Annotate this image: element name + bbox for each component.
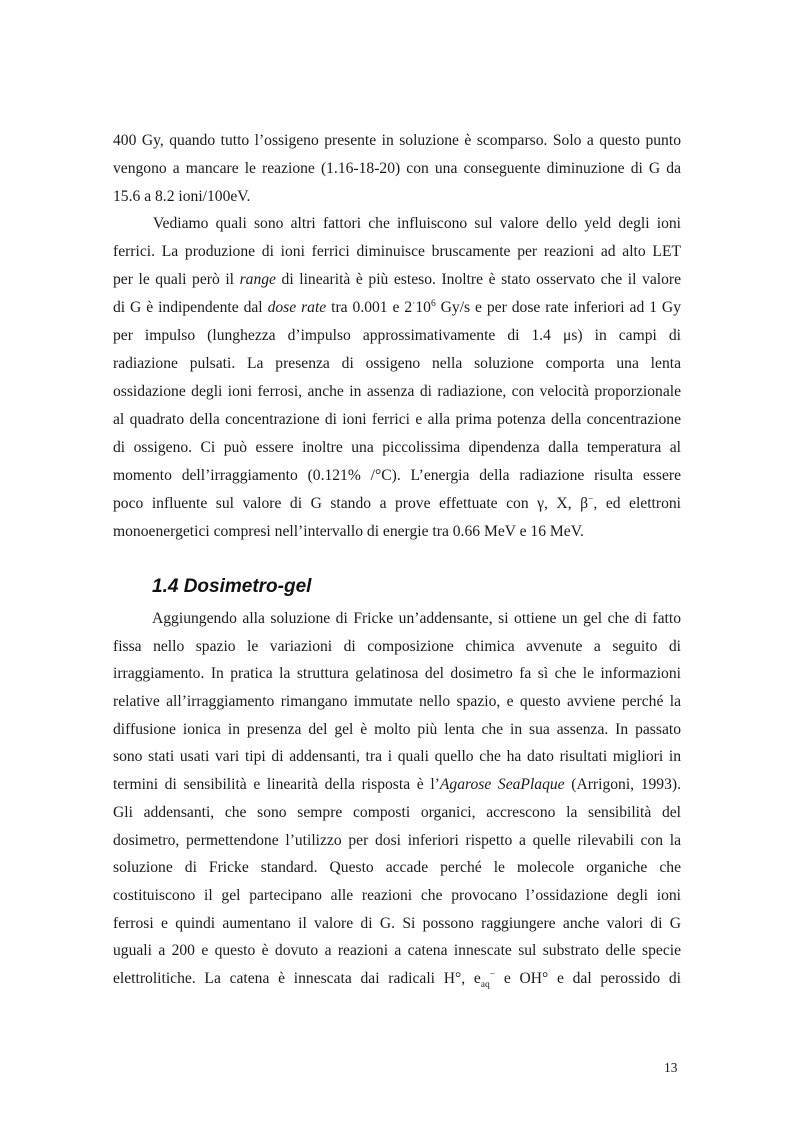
text-line: monoenergetici compresi nell’intervallo di energie tra 0.66 MeV e 16 MeV. [113,523,584,540]
text-run: tra 0.001 e 2 [331,299,413,316]
text-line [113,775,681,795]
text-line [113,969,681,989]
text-line: ossidazione degli ioni ferrosi, anche in assenza di radiazione, con velocità proporzionale [113,383,681,400]
text-run: 10 [415,299,431,316]
text-line: irraggiamento. In pratica la struttura gelatinosa del dosimetro fa sì che le informazioni [113,665,681,682]
text-line: Vediamo quali sono altri fattori che influiscono sul valore dello yeld degli ioni [153,215,681,232]
text-line: per impulso (lunghezza d’impulso approssimativamente di 1.4 μs) in campi di [113,327,681,344]
text-line: dosimetro, permettendone l’utilizzo per dosi inferiori rispetto a quelle rilevabili con la [113,832,681,849]
text-line: sono stati usati vari tipi di addensanti, tra i quali quello che ha dato risultati migliori in [113,748,681,765]
text-line [113,494,681,514]
text-line: Aggiungendo alla soluzione di Fricke un’addensante, si ottiene un gel che di fatto [152,610,681,627]
text-run: e OH° e dal perossido di [503,970,682,987]
text-line: ferrosi e quindi aumentano il valore di G. Si possono raggiungere anche valori di G [113,915,681,932]
text-run: per le quali però il [113,271,234,288]
italic-term: dose rate [267,299,327,316]
subscript: aq [480,980,490,991]
text-line [113,270,681,290]
text-line: fissa nello spazio le variazioni di composizione chimica avvenute a seguito di [113,638,681,655]
section-heading: 1.4 Dosimetro-gel [152,576,312,597]
text-run: termini di sensibilità e linearità della risposta è l’ [113,776,440,793]
text-run: Gy/s e per dose rate inferiori ad 1 Gy [440,299,681,316]
text-line: costituiscono il gel partecipano alle reazioni che provocano l’ossidazione degli ioni [113,887,681,904]
text-line: relative all’irraggiamento rimangano immutate nello spazio, e questo avviene perché la [113,693,681,710]
text-line: diffusione ionica in presenza del gel è molto più lenta che in sua assenza. In passato [113,721,681,738]
superscript: − [588,494,594,505]
superscript: − [489,969,496,980]
text-line: momento dell’irraggiamento (0.121% /°C). L’energia della radiazione risulta essere [113,467,681,484]
multiplication-dot: · [412,298,416,309]
italic-term: Agarose SeaPlaque [439,776,565,793]
text-run: , ed elettroni [593,495,682,512]
text-line: Gli addensanti, che sono sempre composti organici, accrescono la sensibilità del [113,804,681,821]
text-line: soluzione di Fricke standard. Questo accade perché le molecole organiche che [113,859,681,876]
text-line: vengono a mancare le reazione (1.16-18-20) con una conseguente diminuzione di G da [113,160,681,177]
text-run: di G è indipendente dal [113,299,263,316]
text-run: poco influente sul valore di G stando a prove effettuate con γ, X, β [113,495,589,512]
text-run: (Arrigoni, 1993). [571,776,681,793]
text-line: 400 Gy, quando tutto l’ossigeno presente in soluzione è scomparso. Solo a questo punto [113,132,681,149]
text-run: di linearità è più esteso. Inoltre è stato osservato che il valore [281,271,681,288]
text-line: al quadrato della concentrazione di ioni ferrici e alla prima potenza della concentrazione [113,411,681,428]
text-line: radiazione pulsati. La presenza di ossigeno nella soluzione comporta una lenta [113,355,681,372]
text-run: elettrolitiche. La catena è innescata dai radicali H°, e [113,970,481,987]
text-line [113,298,681,318]
page-number: 13 [664,1060,678,1075]
superscript: 6 [430,298,436,309]
text-line: 15.6 a 8.2 ioni/100eV. [113,188,251,205]
italic-term: range [239,271,276,288]
text-line: ferrici. La produzione di ioni ferrici diminuisce bruscamente per reazioni ad alto LET [113,243,681,260]
text-line: di ossigeno. Ci può essere inoltre una piccolissima dipendenza dalla temperatura al [113,439,681,456]
text-line: uguali a 200 e questo è dovuto a reazioni a catena innescate sul substrato delle specie [113,942,681,959]
